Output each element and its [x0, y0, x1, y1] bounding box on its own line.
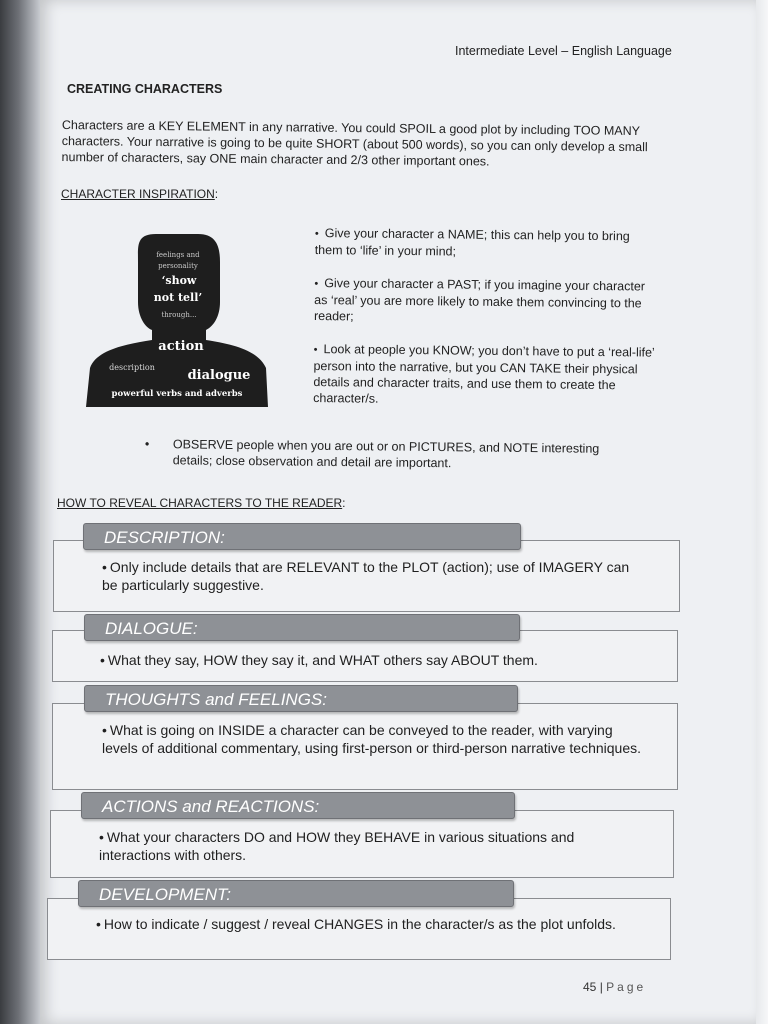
description-text: [102, 558, 642, 594]
bullet-text: OBSERVE people when you are out or on PICTURES, and NOTE interesting details; close observation and detail are important.: [172, 437, 600, 471]
figure-text-7: description: [109, 363, 155, 372]
bullet-text: How to indicate / suggest / reveal CHANGES in the character/s as the plot unfolds.: [103, 916, 616, 932]
actions-tab: ACTIONS and REACTIONS:: [81, 792, 515, 819]
development-text: [96, 915, 616, 933]
inspiration-heading-text: CHARACTER INSPIRATION: [61, 187, 215, 201]
footer-separator: |: [599, 980, 603, 994]
page-label: Page: [606, 980, 647, 994]
development-tab: DEVELOPMENT:: [78, 880, 514, 907]
bullet-dot: •: [144, 436, 150, 452]
dialogue-text: [100, 651, 660, 669]
bullet-text: Give your character a NAME; this can help you to bring them to ‘life’ in your mind;: [314, 226, 630, 259]
reveal-heading-text: HOW TO REVEAL CHARACTERS TO THE READER: [57, 496, 343, 510]
figure-text-5: through...: [161, 311, 197, 319]
bullet-dot: •: [102, 722, 107, 738]
show-not-tell-figure: [86, 232, 268, 407]
list-item: [313, 225, 658, 262]
figure-text-2: personality: [158, 262, 198, 270]
bullet-text: Give your character a PAST; if you imagine your character as ‘real’ you are more likely to make them convincing to the reader;: [313, 276, 646, 324]
bullet-text: Look at people you KNOW; you don’t have to put a ‘real-life’ person into the narrative, but you CAN TAKE their physical details and character traits, and use them to create the character/s.: [313, 342, 655, 406]
inspiration-heading: [61, 187, 218, 201]
figure-text-1: feelings and: [156, 251, 200, 259]
bullet-text: What your characters DO and HOW they BEHAVE in various situations and interactions with others.: [99, 829, 575, 863]
intro-paragraph: Characters are a KEY ELEMENT in any narrative. You could SPOIL a good plot by including TOO MANY characters. Your narrative is going to be quite SHORT (about 500 words), so you can only develop a small number of characters, say ONE main character and 2/3 other important ones.: [61, 117, 648, 169]
thoughts-text: [102, 721, 642, 757]
bullet-dot: •: [96, 916, 101, 932]
figure-text-6: action: [158, 339, 204, 354]
observe-bullet: [145, 436, 635, 473]
actions-text: [99, 828, 639, 864]
bullet-dot: •: [313, 344, 318, 357]
figure-text-9: powerful verbs and adverbs: [111, 389, 243, 399]
figure-text-8: dialogue: [187, 368, 251, 383]
page-number: 45: [583, 980, 597, 994]
description-tab: DESCRIPTION:: [83, 523, 521, 550]
page-edge: [756, 0, 768, 1024]
page-footer: [583, 980, 646, 994]
reveal-heading-colon: :: [342, 496, 346, 510]
inspiration-heading-colon: :: [214, 187, 219, 201]
bullet-dot: •: [100, 652, 105, 668]
dialogue-tab: DIALOGUE:: [84, 614, 520, 641]
figure-text-3: ‘show: [161, 274, 197, 287]
inspiration-bullet-list: [311, 225, 658, 427]
thoughts-tab: THOUGHTS and FEELINGS:: [84, 685, 518, 712]
list-item: [311, 341, 657, 410]
bullet-dot: •: [314, 228, 319, 241]
reveal-heading: [57, 496, 346, 510]
page-title: CREATING CHARACTERS: [67, 82, 223, 96]
running-header: Intermediate Level – English Language: [455, 44, 672, 58]
list-item: [312, 275, 657, 328]
bullet-dot: •: [102, 559, 107, 575]
bullet-dot: •: [314, 278, 319, 291]
bullet-text: What is going on INSIDE a character can be conveyed to the reader, with varying levels of additional commentary, using first-person or third-person narrative techniques.: [102, 722, 641, 756]
bullet-text: Only include details that are RELEVANT to the PLOT (action); use of IMAGERY can be particularly suggestive.: [102, 559, 630, 593]
bullet-text: What they say, HOW they say it, and WHAT others say ABOUT them.: [107, 652, 538, 668]
bullet-dot: •: [99, 829, 104, 845]
figure-text-4: not tell’: [153, 291, 203, 304]
